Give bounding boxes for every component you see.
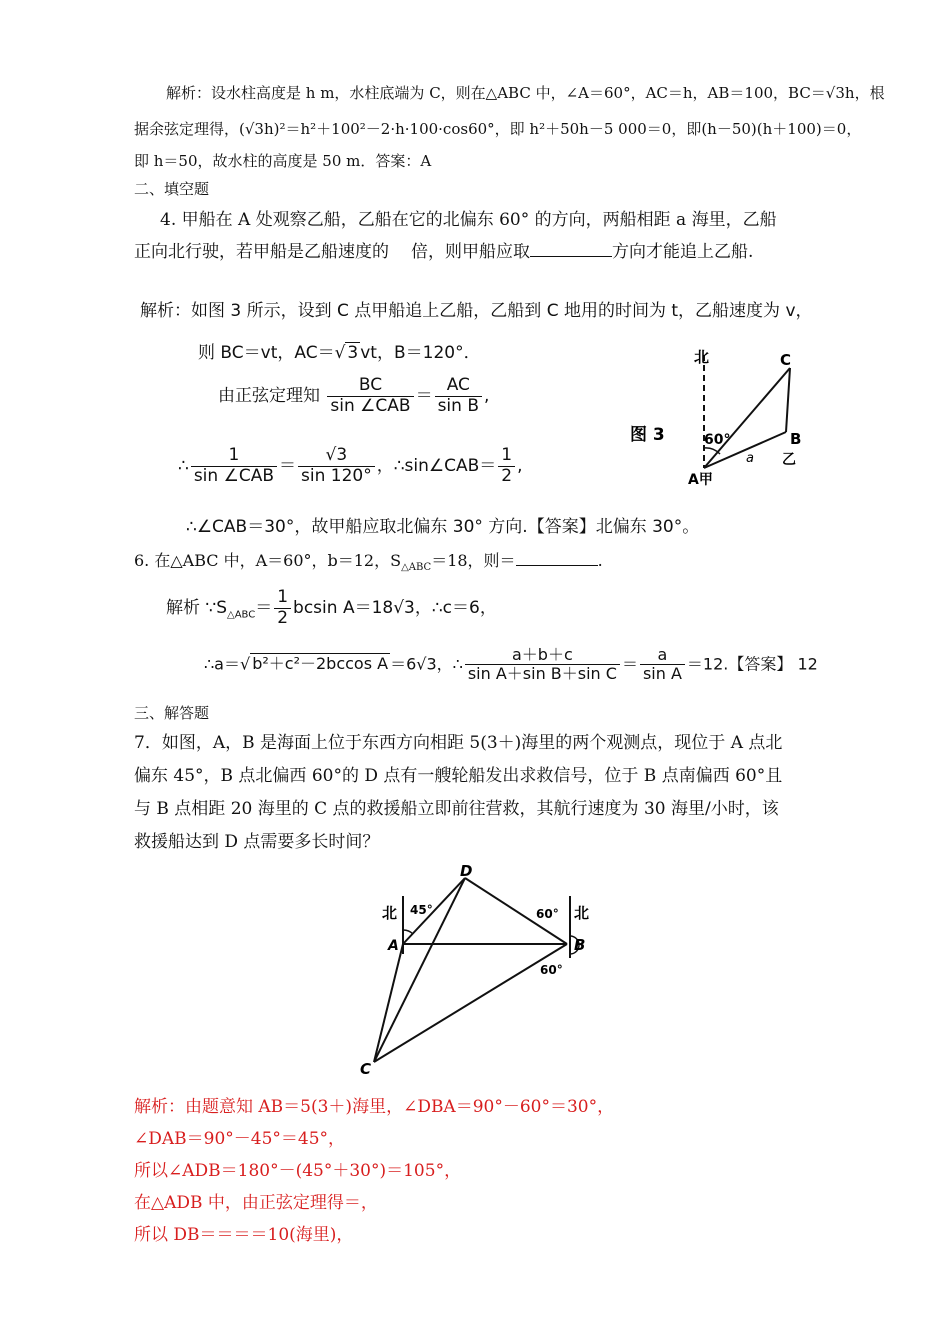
fig7-angle-arc-a [403,930,413,934]
fig7-label-b: B [574,936,586,954]
sol4-line-1: 解析：如图 3 所示，设到 C 点甲船追上乙船，乙船到 C 地用的时间为 t，乙船速度为 v， [140,301,813,321]
fig7-angle-45: 45° [410,903,433,917]
sol7-line-2: ∠DAB＝90°－45°＝45°， [134,1129,346,1149]
q6-line-1: 6. 在△ABC 中，A＝60°，b＝12，$S_{\triangle ABC}=18$，则＝ . [134,551,603,574]
sol4-frac-5: $\frac{1}{2}$ [498,446,515,486]
fig7-label-a: A [388,938,399,954]
sol4-line-5: ∴∠CAB＝30°，故甲船应取北偏东 30° 方向.【答案】北偏东 30°。 [186,517,700,537]
sol4-text-a: 则 BC＝vt，AC＝ [198,343,335,363]
prev-solution-line-2: 据余弦定理得，(√3h)²＝h²＋100²－2·h·100·cos60°，即 h²＋50h－5 000＝0，即(h－50)(h＋100)＝0， [134,120,862,138]
sol4-line-2 [198,338,481,363]
q7-line-4: 救援船达到 D 点需要多长时间？ [134,832,380,852]
q4-text-a: 正向北行驶，若甲船是乙船速度的 [134,242,389,262]
sol4-line-4: ∴ $\frac{1}{\text{sin ∠CAB}}$ ＝ $\frac{√3}{\sin 120^\circ}$ ，∴sin∠CAB＝ $\frac{1}{2}$ , [178,445,523,486]
fig3-north-label: 北 [694,348,710,366]
sol6-frac-half: $\frac{1}{2}$ [274,588,291,628]
fig7-north-a: 北 [382,904,398,922]
sol4-frac-2: $\frac{AC}{\text{sin B}}$ [435,376,482,416]
fig3-label-a: A甲 [688,472,713,488]
fig3-label-yi: 乙 [782,452,796,468]
prev-solution-line-1: 解析：设水柱高度是 h m，水柱底端为 C，则在△ABC 中，∠A＝60°，AC＝h，AB＝100，BC＝√3h，根 [166,84,885,102]
fig7-angle-60-top: 60° [536,907,559,921]
sol7-line-5: 所以 DB＝＝＝＝10(海里)， [134,1225,354,1245]
sol4-frac-1: $\frac{BC}{\text{sin ∠CAB}}$ [327,376,413,416]
prev-solution-line-3: 即 h＝50，故水柱的高度是 50 m．答案：A [134,152,432,170]
fig3-line-cb [786,368,790,432]
q4-text-c: 方向才能追上乙船. [612,242,754,262]
fig3-angle-label: 60° [704,432,731,448]
sol6-line-2: ∴a＝√ b²＋c²－2bccos A ＝6√3，∴ $\frac{a+b+c}{\text{sin A＋sin B＋sin C}}$ ＝ $\frac{a}{\text{sin A}}$ ＝12.【答案】 12 [204,645,818,684]
sol4-line-3: 由正弦定理知 $\frac{BC}{\text{sin ∠CAB}}$ ＝ $\frac{AC}{\text{sin B}}$ , [218,375,490,416]
fig7-north-b: 北 [574,904,590,922]
q4-text-b: 倍，则甲船应取 [411,242,530,262]
q6-answer-blank [516,549,598,566]
q7-line-3: 与 B 点相距 20 海里的 C 点的救援船立即前往营救，其航行速度为 30 海里/小时，该 [134,799,779,819]
fig7-angle-60-bottom: 60° [540,963,563,977]
fig3-side-a: a [746,451,754,466]
sol7-line-3: 所以∠ADB＝180°－(45°＋30°)＝105°， [134,1161,462,1181]
sol6-frac-a: $\frac{a}{\text{sin A}}$ [640,646,685,684]
figure-3 [620,340,820,490]
q7-line-2: 偏东 45°，B 点北偏西 60°的 D 点有一艘轮船发出求救信号，位于 B 点南偏西 60°且 [134,766,783,786]
q4-answer-blank [530,239,612,257]
sol4-sqrt-sign: √ [334,343,346,363]
fig3-label-b: B [790,430,802,448]
fig3-caption: 图 3 [630,425,665,445]
fig7-line-ac [374,944,403,1062]
figure-q7 [360,858,620,1080]
fig7-label-c: C [360,1060,372,1078]
section-fill-in-heading: 二、填空题 [134,180,210,198]
sol6-frac-sum: $\frac{a+b+c}{\text{sin A＋sin B＋sin C}}$ [465,646,620,684]
fig3-label-c: C [780,351,792,369]
q4-line-2 [134,237,753,262]
sol4-sqrt-value: 3 [347,343,359,363]
sol6-line-1: 解析 $\because S_{\triangle ABC}=$ $\frac{1}{2}$ bcsin A＝18√3，∴c＝6， [166,587,497,628]
sol7-line-4: 在△ADB 中，由正弦定理得＝， [134,1193,378,1213]
sol4-text-c: vt，B＝120°． [360,343,481,363]
section-answer-heading: 三、解答题 [134,704,210,722]
sol4-frac-4: $\frac{√3}{\sin 120^\circ}$ [298,446,375,486]
q4-line-1: 4. 甲船在 A 处观察乙船，乙船在它的北偏东 60° 的方向，两船相距 a 海里，乙船 [160,210,777,230]
sol4-frac-3: $\frac{1}{\text{sin ∠CAB}}$ [191,446,277,486]
q7-line-1: 7．如图，A，B 是海面上位于东西方向相距 5(3＋)海里的两个观测点，现位于 A 点北 [134,733,783,753]
sol4-sine-law-label: 由正弦定理知 [218,386,320,407]
sol7-line-1: 解析：由题意知 AB＝5(3＋)海里，∠DBA＝90°－60°＝30°， [134,1097,615,1117]
fig7-label-d: D [460,862,473,880]
